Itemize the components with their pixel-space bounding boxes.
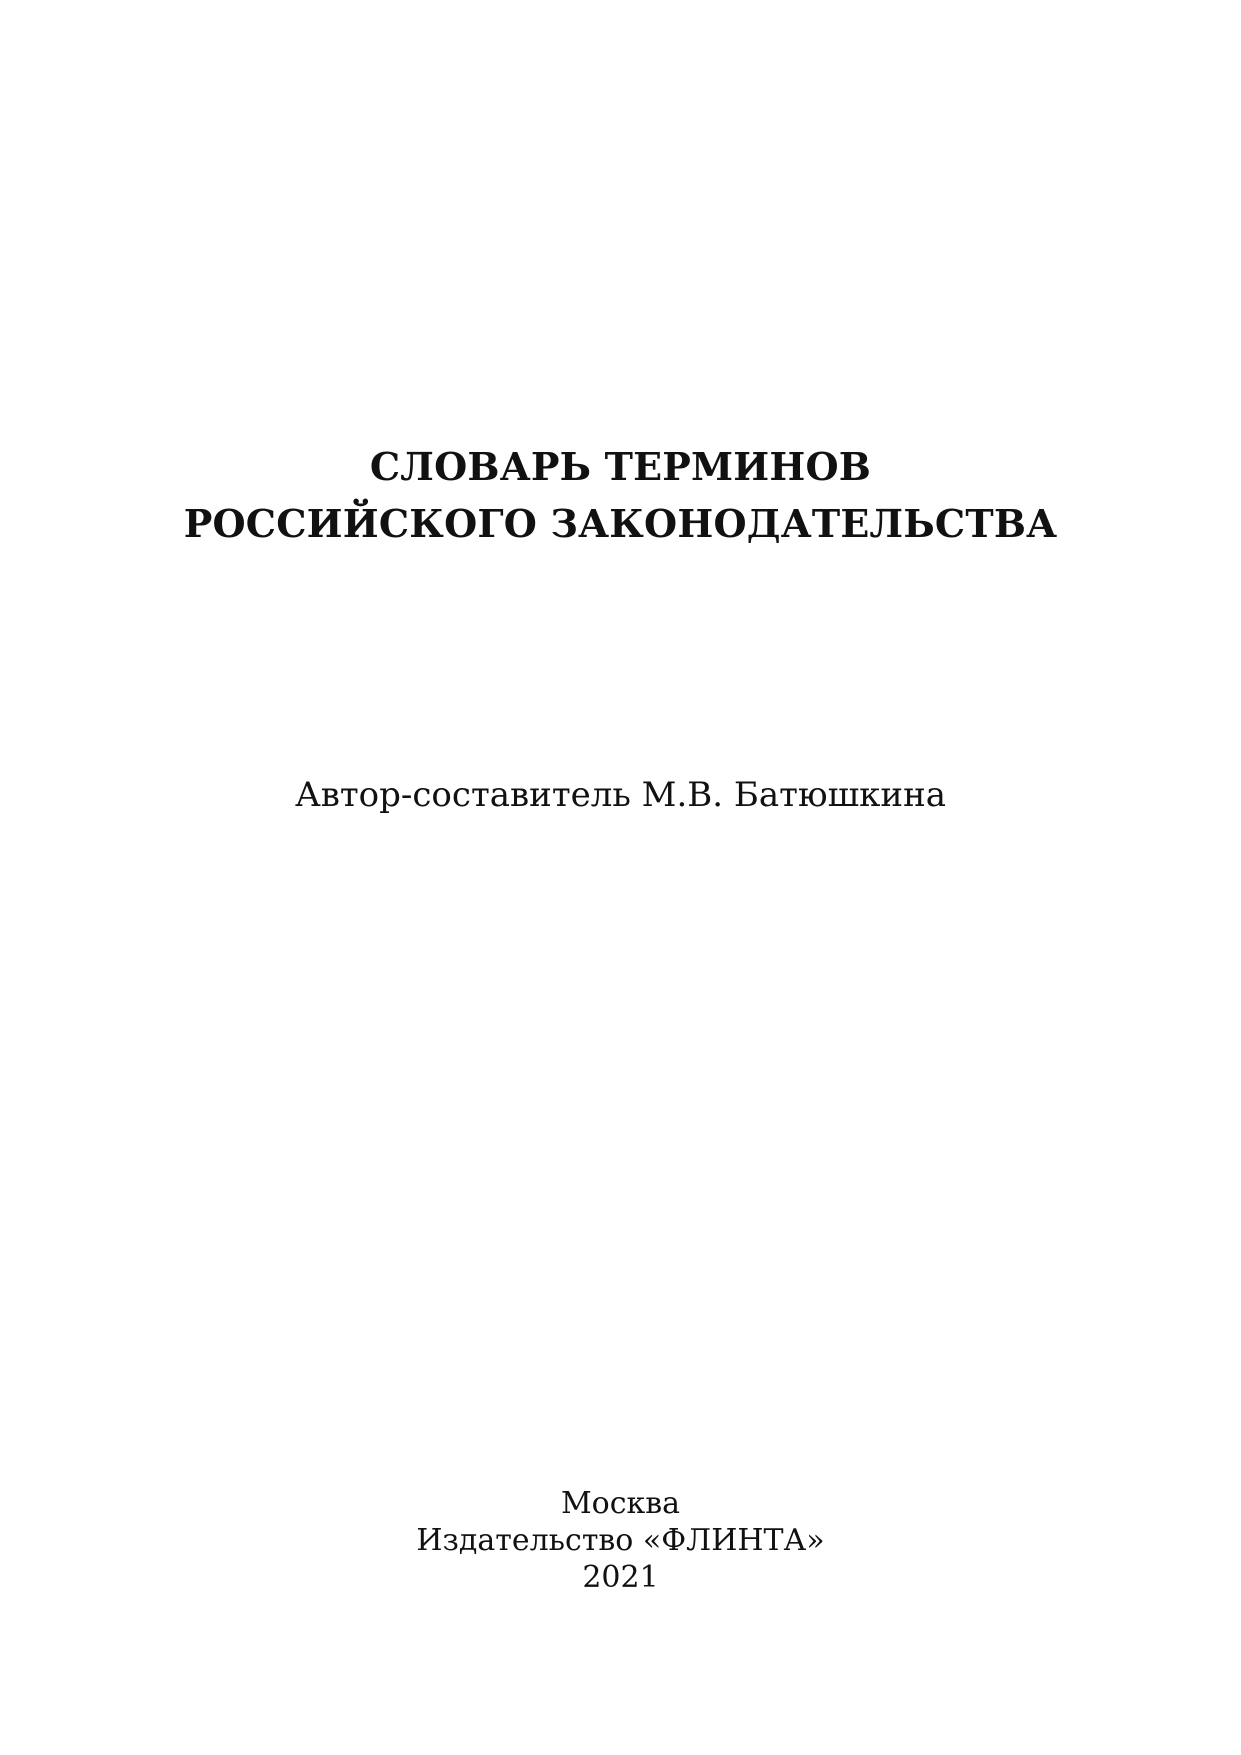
book-title — [0, 438, 1241, 552]
imprint-year: 2021 — [582, 1560, 659, 1595]
title-line-2: РОССИЙСКОГО ЗАКОНОДАТЕЛЬСТВА — [183, 501, 1058, 546]
title-line-1: СЛОВАРЬ ТЕРМИНОВ — [369, 444, 872, 489]
imprint-publisher: Издательство «ФЛИНТА» — [416, 1523, 825, 1558]
imprint — [0, 1485, 1241, 1596]
author-compiler: Автор-составитель М.В. Батюшкина — [294, 775, 947, 815]
imprint-city: Москва — [560, 1486, 681, 1521]
author-block — [0, 772, 1241, 818]
